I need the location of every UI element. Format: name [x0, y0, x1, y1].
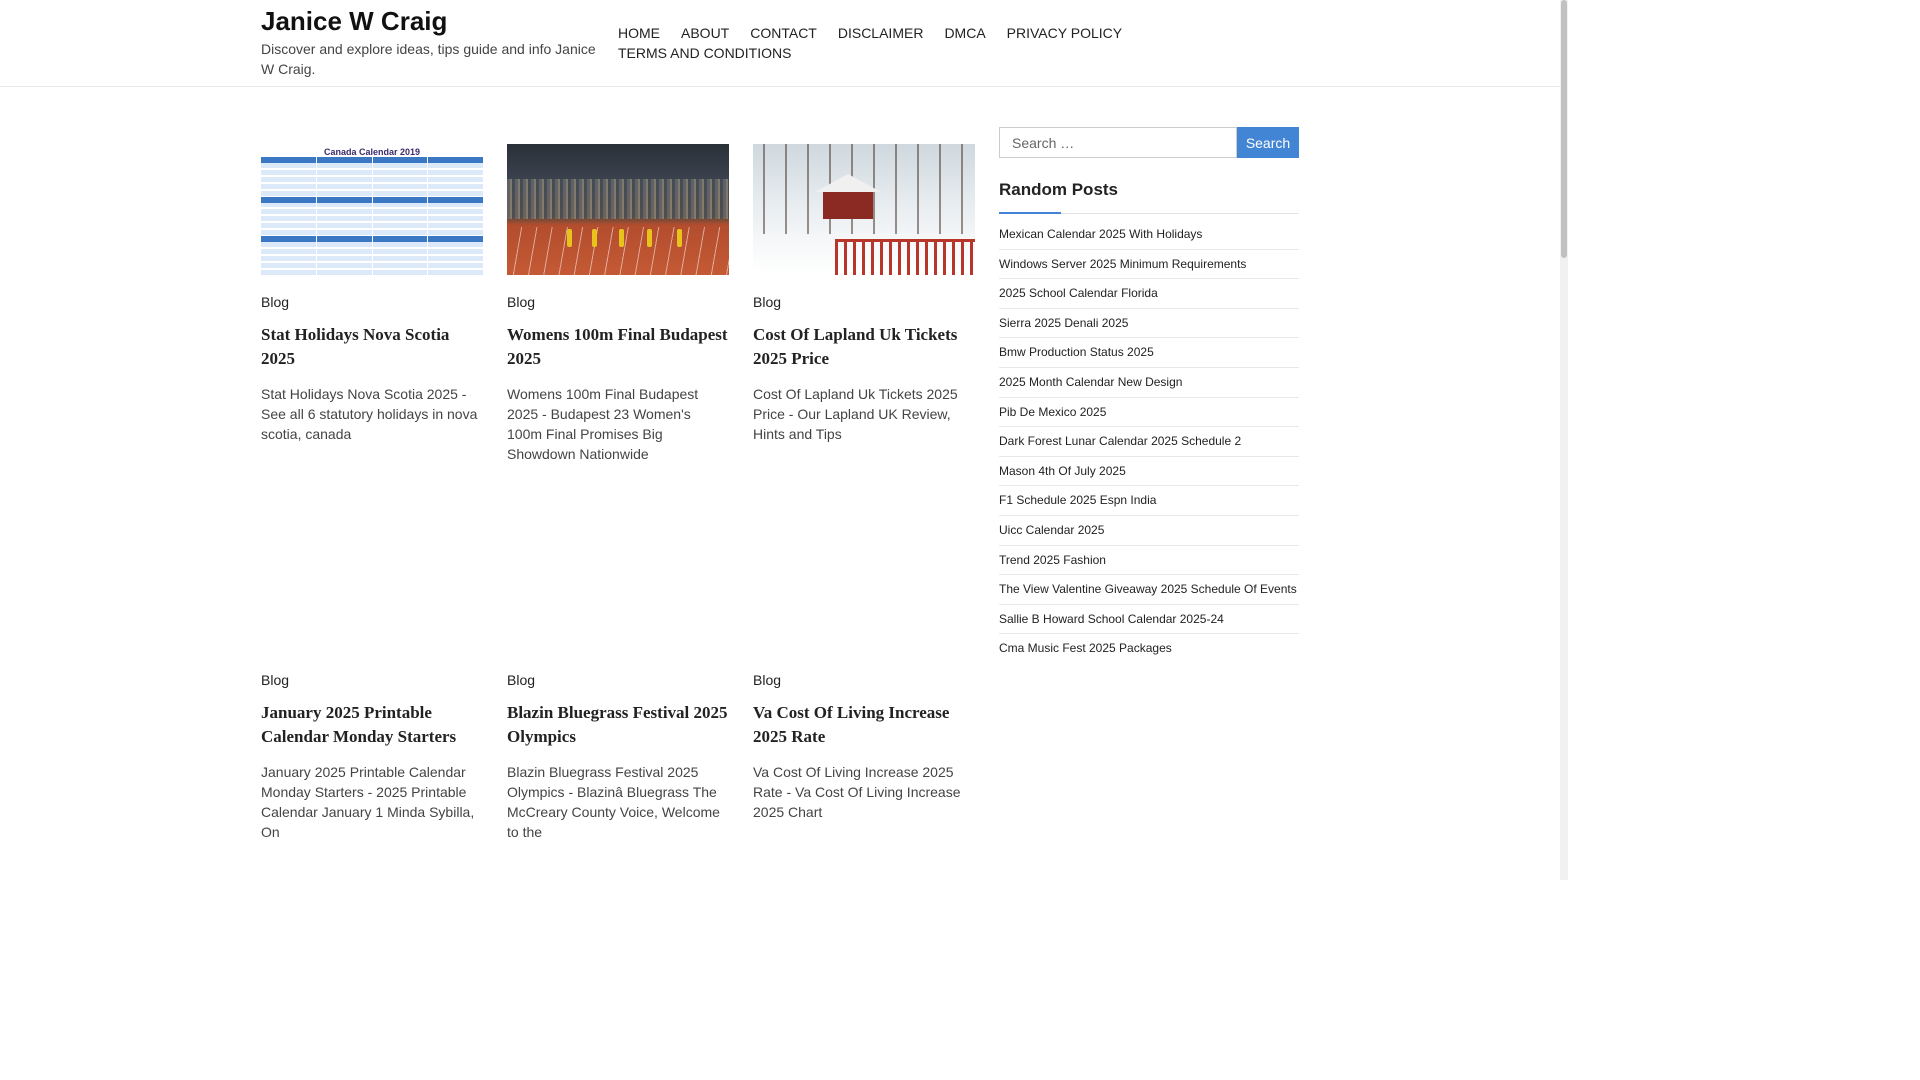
post-excerpt: Blazin Bluegrass Festival 2025 Olympics - Blazinâ Bluegrass The McCreary County Voice, Welcome to the: [507, 764, 720, 840]
random-post-link[interactable]: Uicc Calendar 2025: [999, 516, 1299, 546]
nav-about[interactable]: ABOUT: [681, 25, 730, 41]
random-post-link[interactable]: Pib De Mexico 2025: [999, 398, 1299, 428]
post-excerpt: January 2025 Printable Calendar Monday Starters - 2025 Printable Calendar January 1 Minda Sybilla, On: [261, 764, 475, 840]
post-thumbnail-lapland[interactable]: [753, 144, 975, 275]
post-title[interactable]: January 2025 Printable Calendar Monday Starters: [261, 703, 457, 746]
random-post-link[interactable]: 2025 Month Calendar New Design: [999, 368, 1299, 398]
thumbnail-caption: Canada Calendar 2019: [323, 147, 421, 157]
post-excerpt: Womens 100m Final Budapest 2025 - Budapest 23 Women's 100m Final Promises Big Showdown Nationwide: [507, 386, 699, 462]
post-title[interactable]: Blazin Bluegrass Festival 2025 Olympics: [507, 703, 728, 746]
nav-privacy-policy[interactable]: PRIVACY POLICY: [1006, 25, 1123, 41]
post-card: [261, 144, 483, 444]
random-post-link[interactable]: 2025 School Calendar Florida: [999, 279, 1299, 309]
post-thumbnail-calendar[interactable]: [261, 144, 483, 275]
post-excerpt: Va Cost Of Living Increase 2025 Rate - Va Cost Of Living Increase 2025 Chart: [753, 764, 961, 820]
nav-dmca[interactable]: DMCA: [944, 25, 986, 41]
random-posts-title: Random Posts: [999, 180, 1119, 199]
random-posts-list: [999, 220, 1299, 664]
main-nav: [618, 23, 1178, 63]
post-card: [507, 672, 729, 842]
random-posts-heading: [999, 180, 1299, 214]
post-card: [261, 672, 483, 842]
nav-disclaimer[interactable]: DISCLAIMER: [837, 25, 924, 41]
random-post-link[interactable]: Bmw Production Status 2025: [999, 338, 1299, 368]
random-post-link[interactable]: Cma Music Fest 2025 Packages: [999, 641, 1172, 656]
post-title[interactable]: Va Cost Of Living Increase 2025 Rate: [753, 703, 950, 746]
post-category[interactable]: Blog: [507, 294, 536, 310]
random-post-link[interactable]: Mexican Calendar 2025 With Holidays: [999, 220, 1299, 250]
post-title[interactable]: Womens 100m Final Budapest 2025: [507, 325, 728, 368]
site-header: [0, 0, 1560, 87]
post-excerpt: Cost Of Lapland Uk Tickets 2025 Price - Our Lapland UK Review, Hints and Tips: [753, 386, 958, 442]
search-form: [999, 127, 1299, 158]
post-thumbnail-track[interactable]: [507, 144, 729, 275]
search-button[interactable]: Search: [1237, 127, 1299, 158]
post-category[interactable]: Blog: [261, 294, 290, 310]
scrollbar-thumb[interactable]: [1561, 0, 1567, 258]
post-card: [507, 144, 729, 464]
random-post-link[interactable]: Windows Server 2025 Minimum Requirements: [999, 250, 1299, 280]
post-category[interactable]: Blog: [261, 672, 290, 688]
site-description: Discover and explore ideas, tips guide and info Janice W Craig.: [261, 41, 596, 77]
random-post-link[interactable]: Sierra 2025 Denali 2025: [999, 309, 1299, 339]
post-card: [753, 672, 975, 822]
random-post-link[interactable]: Dark Forest Lunar Calendar 2025 Schedule 2: [999, 427, 1299, 457]
post-category[interactable]: Blog: [753, 294, 782, 310]
post-excerpt: Stat Holidays Nova Scotia 2025 - See all 6 statutory holidays in nova scotia, canada: [261, 386, 478, 442]
random-post-link[interactable]: Trend 2025 Fashion: [999, 546, 1299, 576]
post-category[interactable]: Blog: [753, 672, 782, 688]
random-post-link[interactable]: Sallie B Howard School Calendar 2025-24: [999, 605, 1299, 635]
nav-contact[interactable]: CONTACT: [750, 25, 817, 41]
calendar-grid-image: [261, 157, 483, 275]
post-category[interactable]: Blog: [507, 672, 536, 688]
random-post-link[interactable]: Mason 4th Of July 2025: [999, 457, 1299, 487]
post-title[interactable]: Cost Of Lapland Uk Tickets 2025 Price: [753, 325, 958, 368]
site-title[interactable]: Janice W Craig: [261, 6, 448, 36]
nav-home[interactable]: HOME: [618, 25, 660, 41]
heading-accent: [999, 212, 1061, 214]
search-input[interactable]: [999, 127, 1237, 158]
post-card: [753, 144, 975, 444]
post-title[interactable]: Stat Holidays Nova Scotia 2025: [261, 325, 450, 368]
random-post-link[interactable]: The View Valentine Giveaway 2025 Schedule Of Events: [999, 575, 1299, 605]
sidebar: [999, 127, 1299, 664]
page-scrollbar[interactable]: [1560, 0, 1568, 880]
nav-terms[interactable]: TERMS AND CONDITIONS: [618, 45, 792, 61]
random-post-link[interactable]: F1 Schedule 2025 Espn India: [999, 486, 1299, 516]
